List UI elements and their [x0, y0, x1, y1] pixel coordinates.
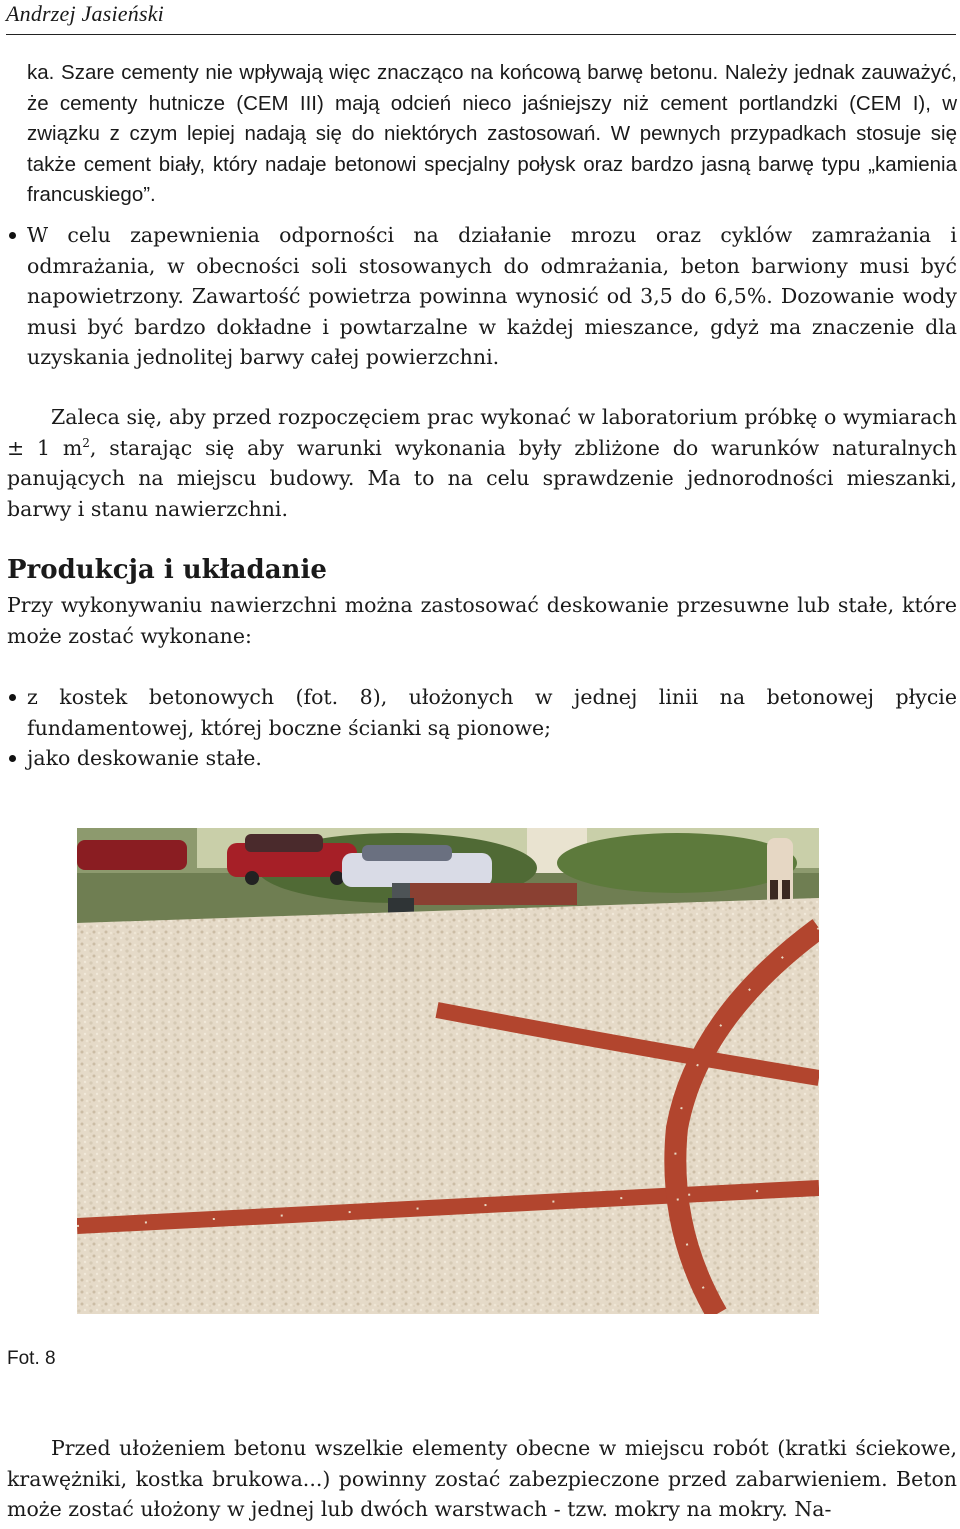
intro-bullet-list — [7, 220, 957, 373]
photo-caption: Fot. 8 — [7, 1348, 56, 1369]
list-item: jako deskowanie stałe. — [7, 743, 957, 774]
intro-bullet: W celu zapewnienia odporności na działanie mrozu oraz cyklów zamrażania i odmrażania, w obecności soli stosowanych do odmrażania, beton barwiony musi być napowietrzony. Zawartość powietrza powinna wynosić od 3,5 do 6,5%. Dozowanie wody musi być bardzo dokładne i powtarzalne w każdej mieszance, gdyż ma znaczenie dla uzyskania jednolitej barwy całej powierzchni. — [7, 220, 957, 373]
recommendation-paragraph — [7, 402, 957, 524]
section-heading: Produkcja i układanie — [7, 555, 327, 585]
closing-paragraph — [7, 1433, 957, 1525]
author-name: Andrzej Jasieński — [6, 1, 164, 26]
superscript: 2 — [82, 435, 90, 450]
intro-paragraph — [7, 58, 957, 211]
closing-text: Przed ułożeniem betonu wszelkie elementy obecne w miejscu robót (kratki ściekowe, krawężniki, kostka brukowa...) powinny zostać zabezpieczone przed zabarwieniem. Beton może zostać ułożony w jednej lub dwóch warstwach - tzw. mokry na mokry. Na- — [7, 1436, 957, 1521]
list-item: z kostek betonowych (fot. 8), ułożonych w jednej linii na betonowej płycie fundamentowej, której boczne ścianki są pionowe; — [7, 682, 957, 743]
recommendation-text: Zaleca się, aby przed rozpoczęciem prac wykonać w laboratorium próbkę o wymiarach ± 1 m — [7, 405, 957, 460]
photo-illustration — [77, 828, 819, 1314]
recommendation-text-cont: , starając się aby warunki wykonania były zbliżone do warunków naturalnych panujących na miejscu budowy. Ma to na celu sprawdzenie jednorodności mieszanki, barwy i stanu nawierzchni. — [7, 435, 957, 521]
section-bullet-list — [7, 682, 957, 774]
section-intro: Przy wykonywaniu nawierzchni można zastosować deskowanie przesuwne lub stałe, które może zostać wykonane: — [7, 593, 957, 648]
page-header — [6, 0, 956, 35]
photo-fot-8 — [77, 828, 819, 1314]
intro-continuation: ka. Szare cementy nie wpływają więc znacząco na końcową barwę betonu. Należy jednak zauważyć, że cementy hutnicze (CEM III) mają odcień nieco jaśniejszy niż cement portlandzki (CEM I), w związku z czym lepiej nadają się do niektórych zastosowań. W pewnych przypadkach stosuje się także cement biały, który nadaje betonowi specjalny połysk oraz bardzo jasną barwę typu „kamienia francuskiego”. — [27, 61, 957, 206]
